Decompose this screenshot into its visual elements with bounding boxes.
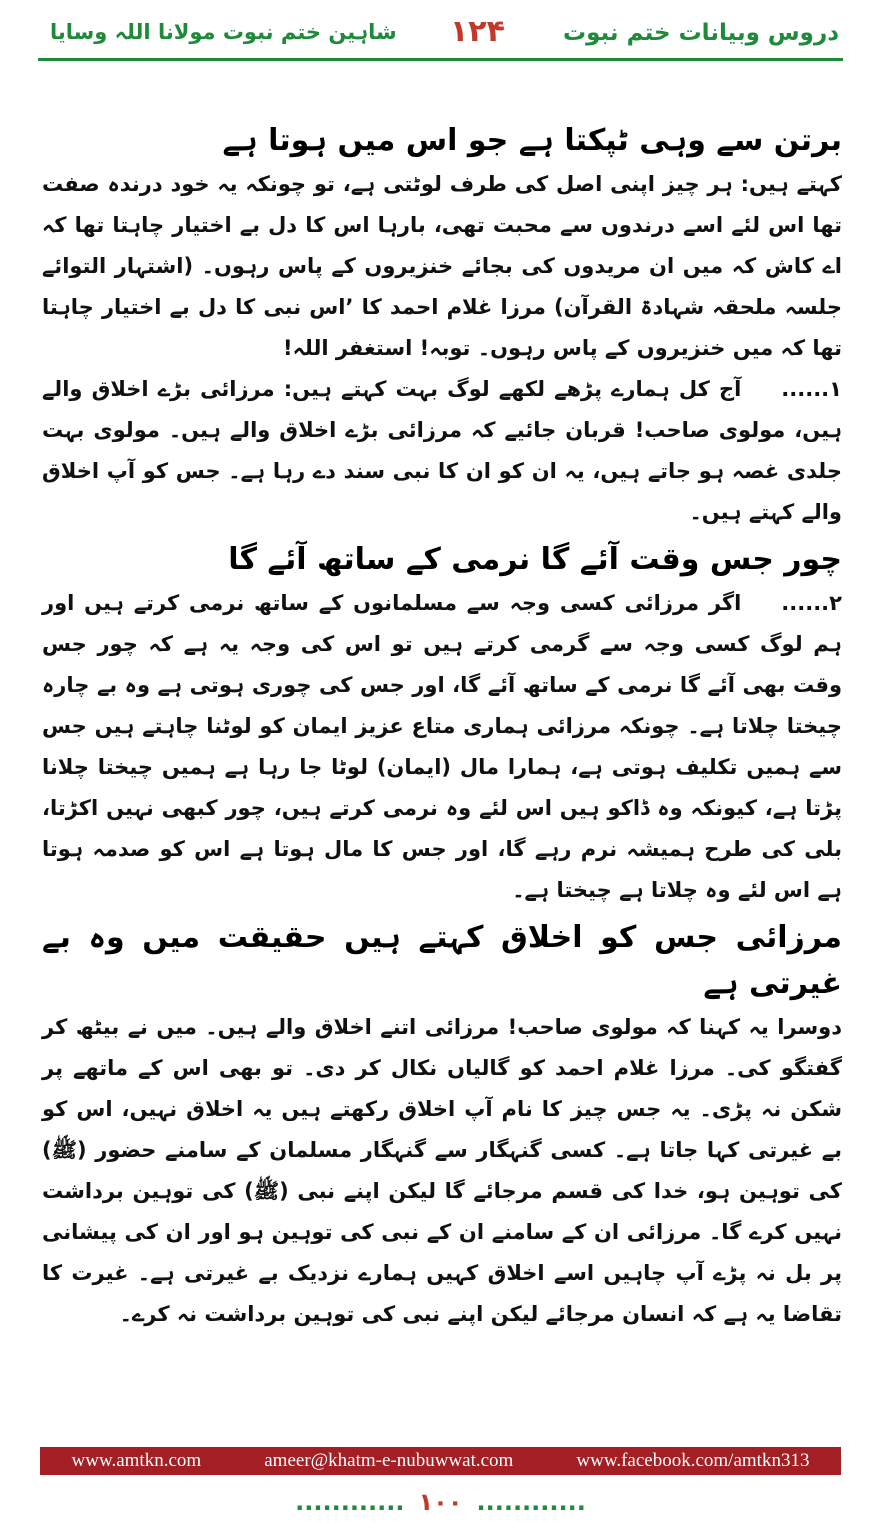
paragraph <box>42 583 842 911</box>
page-body <box>42 118 842 1335</box>
dots-left: ............ <box>295 1488 405 1516</box>
section-heading-2: چور جس وقت آئے گا نرمی کے ساتھ آئے گا <box>228 542 842 577</box>
paragraph-number: ۱...... <box>781 377 842 401</box>
facebook-link[interactable]: www.facebook.com/amtkn313 <box>576 1450 810 1471</box>
footer-links-bar <box>40 1447 841 1475</box>
paragraph-text: کہتے ہیں: ہر چیز اپنی اصل کی طرف لوٹتی ہے، تو چونکہ یہ خود درندہ صفت تھا اس لئے اسے درندوں سے محبت تھی، بارہا اس کا دل بے اختیار چاہتا تھا کہ اے کاش کہ میں ان مریدوں کی بجائے خنزیروں کے پاس رہوں۔ (اشتہار التوائے جلسہ ملحقہ شہادۃ القرآن) مرزا غلام احمد کا ’اس نبی کا دل بے اختیار چاہتا تھا کہ میں خنزیروں کے پاس رہوں۔ توبہ! استغفر اللہ! <box>42 172 842 360</box>
author-name: شاہین ختم نبوت مولانا اللہ وسایا <box>50 20 397 44</box>
paragraph-text: اگر مرزائی کسی وجہ سے مسلمانوں کے ساتھ نرمی کرتے ہیں اور ہم لوگ کسی وجہ سے گرمی کرتے ہیں تو اس کی وجہ یہ ہے کہ چور جس وقت بھی آئے گا نرمی کے ساتھ آئے گا، اور جس کی چوری ہوتی ہے وہ بے چارہ چیختا چلاتا ہے۔ چونکہ مرزائی ہماری متاع عزیز ایمان کو لوٹنا چاہتے ہیں جس سے ہمیں تکلیف ہوتی ہے، ہمارا مال (ایمان) لوٹا جا رہا ہے ہمیں چیختا چلانا پڑتا ہے، کیونکہ وہ ڈاکو ہیں اس لئے وہ نرمی کرتے ہیں، چور کبھی نہیں اکڑتا، بلی کی طرح ہمیشہ نرم رہے گا، اور جس کا مال ہوتا ہے اس کو صدمہ ہوتا ہے اس لئے وہ چلاتا ہے چیختا ہے۔ <box>42 591 842 902</box>
page-number: ۱۰۰ <box>418 1488 463 1516</box>
paragraph-number: ۲...... <box>781 591 842 615</box>
email-link[interactable]: ameer@khatm-e-nubuwwat.com <box>264 1450 514 1471</box>
paragraph-text: دوسرا یہ کہنا کہ مولوی صاحب! مرزائی اتنے اخلاق والے ہیں۔ میں نے بیٹھ کر گفتگو کی۔ مرزا غلام احمد کو گالیاں نکال کر دی۔ تو بھی اس کے ماتھے پر شکن نہ پڑی۔ یہ جس چیز کا نام آپ اخلاق رکھتے ہیں یہ اخلاق نہیں، اس کو بے غیرتی کہا جاتا ہے۔ کسی گنہگار سے گنہگار مسلمان کے سامنے حضور (ﷺ) کی توہین ہو، خدا کی قسم مرجائے گا لیکن اپنے نبی (ﷺ) کی توہین برداشت نہیں کرے گا۔ مرزائی ان کے سامنے ان کے نبی کی توہین ہو اور ان کی پیشانی پر بل نہ پڑے آپ چاہیں اسے اخلاق کہیں ہمارے نزدیک بے غیرتی ہے۔ غیرت کا تقاضا یہ ہے کہ انسان مرجائے لیکن اپنے نبی کی توہین برداشت نہ کرے۔ <box>42 1015 842 1326</box>
website-link[interactable]: www.amtkn.com <box>71 1450 202 1471</box>
dots-right: ............ <box>476 1488 586 1516</box>
paragraph <box>42 164 842 369</box>
paragraph-text: آج کل ہمارے پڑھے لکھے لوگ بہت کہتے ہیں: مرزائی بڑے اخلاق والے ہیں، مولوی صاحب! قربان جائیے کہ مرزائی بڑے اخلاق والے ہیں۔ مولوی بہت جلدی غصہ ہو جاتے ہیں، یہ ان کو ان کا نبی سند دے رہا ہے۔ جس کو آپ اخلاق والے کہتے ہیں۔ <box>42 377 842 524</box>
paragraph <box>42 1007 842 1335</box>
paragraph <box>42 369 842 533</box>
section-heading-1: برتن سے وہی ٹپکتا ہے جو اس میں ہوتا ہے <box>222 123 842 158</box>
book-title: دروس وبیانات ختم نبوت <box>563 20 839 46</box>
section-heading-3: مرزائی جس کو اخلاق کہتے ہیں حقیقت میں وہ بے غیرتی ہے <box>42 920 842 1001</box>
header-page-number: ۱۲۴ <box>450 14 505 49</box>
page-number-footer <box>0 1488 881 1516</box>
page-header <box>38 14 843 61</box>
